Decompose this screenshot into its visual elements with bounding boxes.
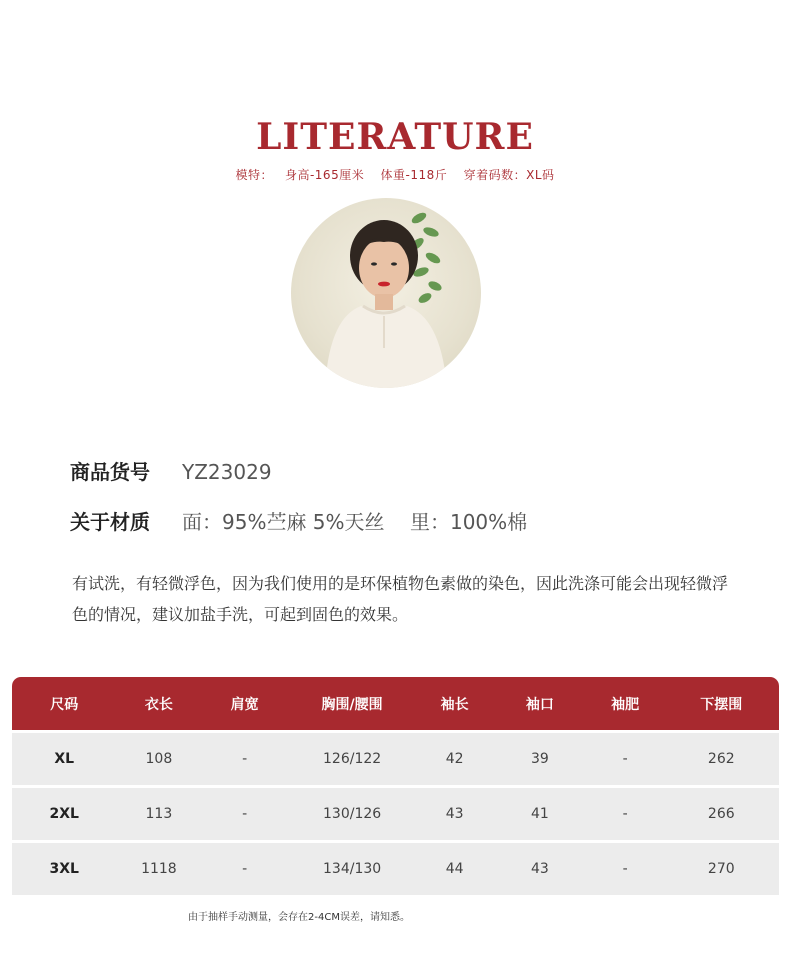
header-bust-waist: 胸围/腰围 bbox=[321, 696, 383, 713]
brand-title: LITERATURE bbox=[256, 116, 534, 158]
cell-sleeve-width: - bbox=[622, 806, 628, 822]
cell-sleeve-length: 43 bbox=[445, 806, 464, 822]
sku-row bbox=[70, 456, 272, 485]
washing-note: 有试洗，有轻微浮色，因为我们使用的是环保植物色素做的染色，因此洗涤可能会出现轻微浮色的情况，建议加盐手洗，可起到固色的效果。 bbox=[72, 574, 729, 624]
cell-length: 113 bbox=[145, 806, 173, 822]
cell-cuff: 43 bbox=[530, 861, 549, 877]
model-weight: 体重-118斤 bbox=[380, 168, 448, 182]
cell-size: XL bbox=[54, 751, 75, 767]
cell-bust-waist: 130/126 bbox=[323, 806, 382, 822]
model-height: 身高-165厘米 bbox=[284, 168, 365, 182]
header-sleeve-width: 袖肥 bbox=[611, 696, 640, 713]
header-sleeve-length: 袖长 bbox=[440, 696, 469, 713]
cell-cuff: 39 bbox=[530, 751, 549, 767]
cell-bust-waist: 126/122 bbox=[323, 751, 382, 767]
table-row bbox=[12, 733, 779, 785]
cell-sleeve-width: - bbox=[622, 751, 628, 767]
size-table bbox=[12, 677, 779, 895]
cell-length: 108 bbox=[145, 751, 173, 767]
cell-length: 1118 bbox=[141, 861, 177, 877]
model-portrait-illustration bbox=[291, 198, 481, 388]
cell-hem: 270 bbox=[707, 861, 735, 877]
size-table-header bbox=[12, 677, 779, 730]
header-hem: 下摆围 bbox=[700, 696, 743, 713]
sku-label: 商品货号 bbox=[70, 460, 150, 484]
cell-shoulder: - bbox=[242, 806, 248, 822]
sku-value: YZ23029 bbox=[182, 460, 272, 484]
cell-cuff: 41 bbox=[530, 806, 549, 822]
header-length: 衣长 bbox=[144, 696, 173, 713]
cell-hem: 266 bbox=[707, 806, 735, 822]
header-cuff: 袖口 bbox=[525, 696, 554, 713]
cell-hem: 262 bbox=[707, 751, 735, 767]
material-label: 关于材质 bbox=[70, 510, 150, 534]
material-value: 面：95%苎麻 5%天丝 里：100%棉 bbox=[182, 510, 528, 534]
cell-shoulder: - bbox=[242, 751, 248, 767]
model-info bbox=[0, 166, 790, 183]
material-row bbox=[70, 506, 527, 535]
cell-sleeve-length: 42 bbox=[445, 751, 464, 767]
model-photo bbox=[291, 198, 481, 388]
model-label: 模特： bbox=[235, 168, 273, 182]
cell-bust-waist: 134/130 bbox=[323, 861, 382, 877]
header-shoulder: 肩宽 bbox=[230, 696, 259, 713]
model-size: 穿着码数：XL码 bbox=[463, 168, 555, 182]
cell-size: 2XL bbox=[49, 806, 79, 822]
cell-sleeve-length: 44 bbox=[445, 861, 464, 877]
measurement-footnote: 由于抽样手动测量，会存在2-4CM误差，请知悉。 bbox=[188, 912, 410, 923]
table-row bbox=[12, 843, 779, 895]
cell-sleeve-width: - bbox=[622, 861, 628, 877]
cell-size: 3XL bbox=[49, 861, 79, 877]
table-row bbox=[12, 788, 779, 840]
header-size: 尺码 bbox=[50, 696, 79, 713]
cell-shoulder: - bbox=[242, 861, 248, 877]
